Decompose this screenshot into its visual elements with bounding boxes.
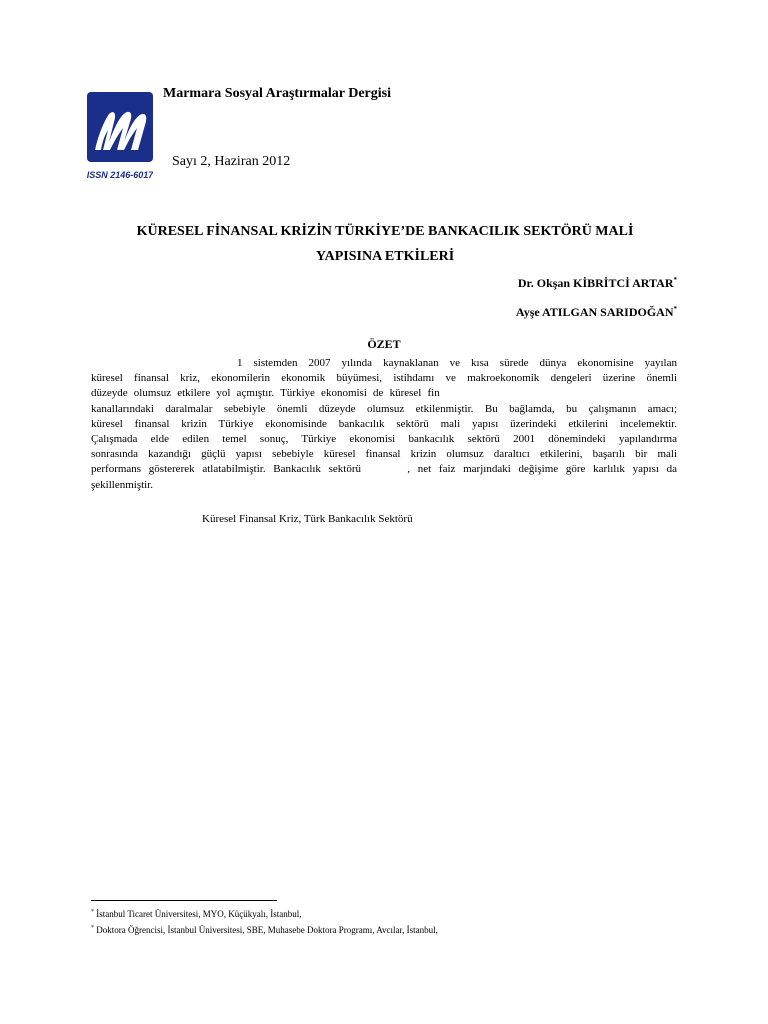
author-2-mark: *	[673, 305, 677, 313]
abstract-heading: ÖZET	[367, 337, 401, 351]
footnote-1-text: İstanbul Ticaret Üniversitesi, MYO, Küçükyalı, İstanbul,	[96, 909, 302, 919]
author-1	[518, 276, 677, 291]
abstract-line: performans göstererek atlatabilmiştir. Bankacılık sektörü , net faiz marjındaki değişime göre karlılık yapısı da	[91, 463, 677, 476]
abstract-line: 1 sistemden 2007 yılında kaynaklanan ve kısa sürede dünya ekonomisine yayılan	[237, 357, 677, 369]
abstract-line: düzeyde olumsuz etkilere yol açmıştır. Türkiye ekonomisi de küresel fin	[91, 387, 440, 400]
author-1-surname: KİBRİTCİ ARTAR	[573, 276, 674, 290]
keywords: Küresel Finansal Kriz, Türk Bankacılık Sektörü	[202, 513, 413, 525]
author-1-prefix: Dr. Okşan	[517, 276, 574, 290]
issue-info: Sayı 2, Haziran 2012	[172, 154, 291, 169]
footnote-1	[91, 909, 301, 919]
footnote-2-text: Doktora Öğrencisi, İstanbul Üniversitesi, SBE, Muhasebe Doktora Programı, Avcılar, İstanbul,	[96, 925, 438, 935]
abstract-line: küresel finansal kriz, ekonomilerin ekonomik büyümesi, istihdamı ve makroekonomik dengeleri üzerine önemli	[91, 372, 677, 385]
abstract-line: Çalışmada elde edilen temel sonuç, Türkiye ekonomisi bankacılık sektörü 2001 dönemindeki yapılandırma	[91, 433, 677, 446]
author-2-prefix: Ayşe	[515, 305, 543, 319]
footnote-divider	[91, 900, 277, 901]
author-2	[516, 305, 677, 320]
issn-label: ISSN 2146-6017	[87, 170, 153, 180]
abstract-line: kanallarındaki daralmalar sebebiyle önemli düzeyde olumsuz etkilenmiştir. Bu bağlamda, bu çalışmanın amacı;	[91, 402, 677, 415]
abstract-line: şekillenmiştir.	[91, 478, 154, 491]
journal-name: Marmara Sosyal Araştırmalar Dergisi	[163, 86, 391, 101]
footnote-2	[91, 925, 438, 935]
journal-logo	[87, 92, 153, 184]
title-line-2: YAPISINA ETKİLERİ	[315, 249, 455, 264]
footnote-1-mark: *	[91, 909, 94, 915]
footnote-2-mark: *	[91, 925, 94, 931]
title-line-1: KÜRESEL FİNANSAL KRİZİN TÜRKİYE’DE BANKACILIK SEKTÖRÜ MALİ	[136, 224, 634, 239]
abstract-body	[91, 356, 677, 493]
author-2-surname: ATILGAN SARIDOĞAN	[542, 305, 674, 319]
author-1-mark: *	[673, 276, 677, 284]
abstract-line: küresel finansal krizin Türkiye ekonomisinde bankacılık sektörü mali yapısı üzerindeki etkilerini incelemektir.	[91, 417, 677, 430]
paper-title	[90, 219, 680, 269]
abstract-line: sonrasında kazandığı güçlü yapısı sebebiyle küresel finansal krizin olumsuz daraltıcı etkilerini, başarılı bir mali	[91, 448, 677, 461]
